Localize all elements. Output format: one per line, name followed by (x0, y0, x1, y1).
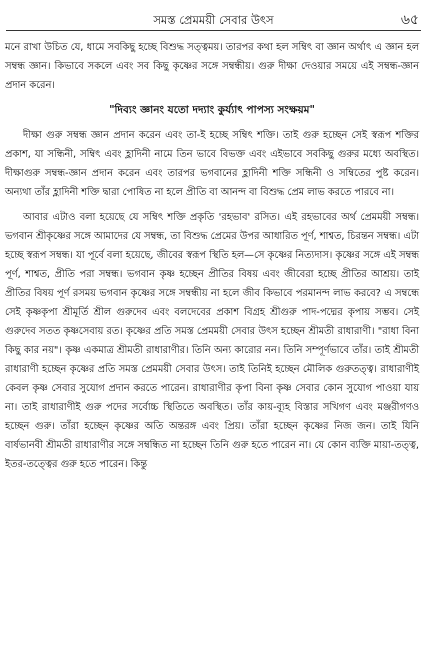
header-divider (6, 30, 421, 31)
sanskrit-quote: "দিব্যং জ্ঞানং যতো দদ্যাং কুর্য্যাৎ পাপস্য সংক্ষয়ম" (109, 104, 315, 116)
body-text (5, 38, 419, 480)
running-title: সমস্ত প্রেমময়ী সেবার উৎস (153, 13, 274, 27)
paragraph-1: মনে রাখা উচিত যে, ধামে সবকিছু হচ্ছে বিশুদ্ধ সত্ত্বময়। তারপর কথা হল সম্বিৎ বা জ্ঞান অর্থাৎ এ জ্ঞান হল সম্বন্ধ জ্ঞান। কিভাবে সকলে এবং সব কিছু কৃষ্ণের সঙ্গে সম্বন্ধীয়। গুরু দীক্ষা দেওয়ার সময়ে এই সম্বন্ধ-জ্ঞান প্রদান করেন। (5, 42, 419, 91)
paragraph-3: আবার এটাও বলা হয়েছে যে সম্বিৎ শক্তি প্রকৃতি 'রহভাব' রসিত। এই রহভাবের অর্থ প্রেমময়ী সম্বন্ধ। ভগবান শ্রীকৃষ্ণের সঙ্গে আমাদের যে সম্বন্ধ, তা বিশুদ্ধ প্রেমের উপর আধারিত পূর্ণ, শাশ্বত, চিরন্তন সম্বন্ধ। এটা হচ্ছে স্বরূপ সম্বন্ধ। যা পূর্বে বলা হয়েছে, জীবের স্বরূপ স্থিতি হল—সে কৃষ্ণের নিত্যদাস। কৃষ্ণের সঙ্গে এই সম্বন্ধ পূর্ণ, শাশ্বত, প্রীতি পরা সম্বন্ধ। ভগবান কৃষ্ণ হচ্ছেন প্রীতির বিষয় এবং জীবেরা হচ্ছে প্রীতির আশ্রয়। তাই প্রীতির বিষয় পূর্ণ রসময় ভগবান কৃষ্ণের সঙ্গে সম্বন্ধীয় না হলে জীব কিভাবে পরমানন্দ লাভ করবে? এ সম্বন্ধে সেই কৃষ্ণকৃপা শ্রীমূর্তি শ্রীল গুরুদেব এবং বলদেবের প্রকাশ বিগ্রহ শ্রীগুরু পাদ-পদ্মের কৃপায় সম্ভব। সেই গুরুদেব সতত কৃষ্ণসেবায় রত। কৃষ্ণের প্রতি সমস্ত প্রেমময়ী সেবার উৎস হচ্ছেন শ্রীমতী রাধারাণী। "রাধা বিনা কিছু কার নয়"। কৃষ্ণ একমাত্র শ্রীমতী রাধারাণীর। তিনি অন্য কারোর নন। তিনি সম্পূর্ণভাবে তাঁর। তাই শ্রীমতী রাধারাণী হচ্ছেন কৃষ্ণের প্রতি সমস্ত প্রেমময়ী সেবার উৎস। তাই তিনিই হচ্ছেন মৌলিক গুরুতত্ত্ব। রাধারাণীই কেবল কৃষ্ণ সেবার সুযোগ প্রদান করতে পারেন। রাধারাণীর কৃপা বিনা কৃষ্ণ সেবার কোন সুযোগ পাওয়া যায় না। তাই রাধারাণীই গুরু পদের সর্বোচ্চ স্থিতিতে অবস্থিত। তাঁর কায়-ব্যূহ বিস্তার সখিগণ এবং মঞ্জরীগণও হচ্ছেন গুরু। তাঁরা হচ্ছেন কৃষ্ণের অতি অন্তরঙ্গ এবং প্রিয়। তাঁরা হচ্ছেন কৃষ্ণের নিজ জন। তাই যিনি বার্ষভানবী শ্রীমতী রাধারাণীর সঙ্গে সম্বন্ধিত না হচ্ছেন তিনি গুরু হতে পারেন না। যে কোন ব্যক্তি মায়া-তত্ত্ব, ইতর-তত্ত্বের গুরু হতে পারেন। কিন্তু (5, 212, 419, 470)
paragraph-2: দীক্ষা গুরু সম্বন্ধ জ্ঞান প্রদান করেন এবং তা-ই হচ্ছে সম্বিৎ শক্তি। তাই গুরু হচ্ছেন সেই স্বরূপ শক্তির প্রকাশ, যা সন্ধিনী, সম্বিৎ এবং হ্লাদিনী নামে তিন ভাবে বিভক্ত এবং এইভাবে সবকিছু গুরুর মধ্যে অবস্থিত। দীক্ষাগুরু সম্বন্ধ-জ্ঞান প্রদান করেন এবং তারপর ভগবানের হ্লাদিনী শক্তি সন্ধিনী ও সম্বিতের পুষ্ট করেন। অন্যথা তাঁর হ্লাদিনী শক্তি দ্বারা পোষিত না হলে প্রীতি বা আনন্দ বা বিশুদ্ধ প্রেম লাভ করতে পারবে না। (5, 130, 419, 198)
page-header (6, 7, 421, 29)
page-number: ৬৫ (400, 12, 419, 28)
